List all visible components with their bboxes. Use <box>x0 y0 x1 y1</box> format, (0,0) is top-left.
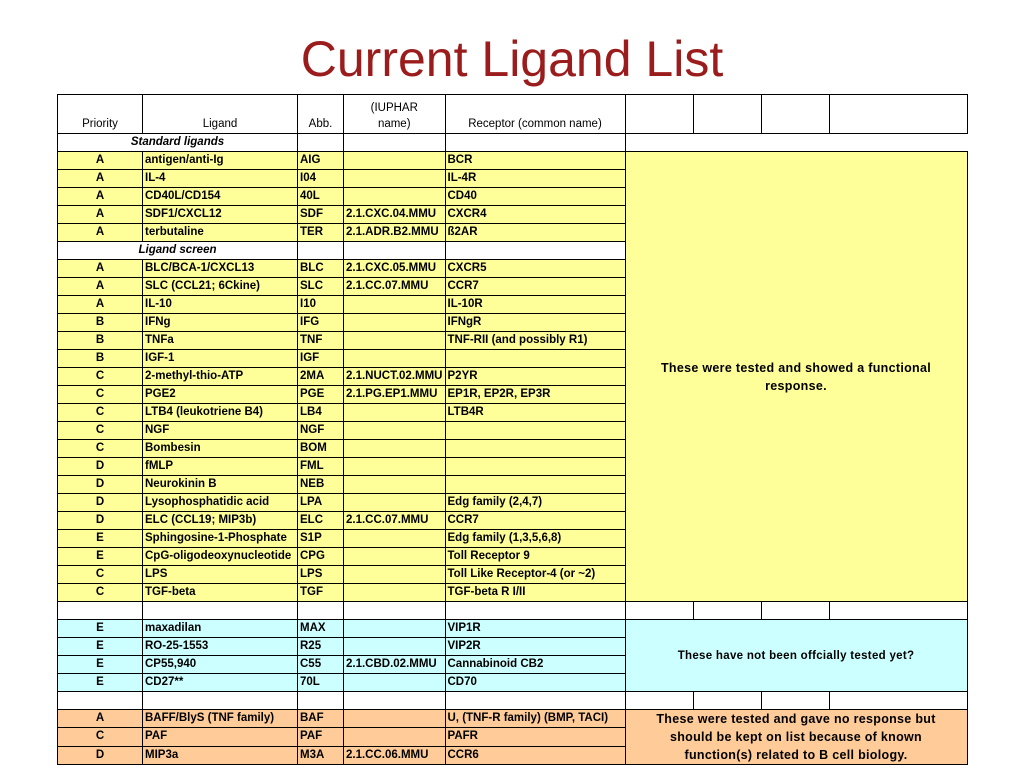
receptor-cell: CCR7 <box>445 512 625 530</box>
iuphar-cell <box>344 584 446 602</box>
receptor-cell: VIP2R <box>445 638 625 656</box>
priority-cell: C <box>58 728 143 746</box>
iuphar-cell <box>344 620 446 638</box>
ligand-cell: CP55,940 <box>143 656 298 674</box>
iuphar-cell <box>344 710 446 728</box>
abb-cell: M3A <box>298 746 344 764</box>
receptor-cell: PAFR <box>445 728 625 746</box>
blank-cell <box>344 692 446 710</box>
priority-cell: C <box>58 386 143 404</box>
priority-cell: C <box>58 422 143 440</box>
receptor-cell: LTB4R <box>445 404 625 422</box>
header-ligand: Ligand <box>143 95 298 134</box>
blank-row <box>58 602 968 620</box>
header-empty <box>693 95 761 134</box>
iuphar-cell <box>344 332 446 350</box>
abb-cell: R25 <box>298 638 344 656</box>
receptor-cell: CD40 <box>445 188 625 206</box>
receptor-cell: ß2AR <box>445 224 625 242</box>
iuphar-cell: 2.1.CC.07.MMU <box>344 278 446 296</box>
ligand-cell: CpG-oligodeoxynucleotide <box>143 548 298 566</box>
receptor-cell: Edg family (1,3,5,6,8) <box>445 530 625 548</box>
ligand-cell: SLC (CCL21; 6Ckine) <box>143 278 298 296</box>
priority-cell: E <box>58 530 143 548</box>
blank-cell <box>761 602 829 620</box>
header-empty <box>625 95 693 134</box>
iuphar-cell <box>344 458 446 476</box>
abb-cell: MAX <box>298 620 344 638</box>
priority-cell: D <box>58 512 143 530</box>
ligand-cell: PAF <box>143 728 298 746</box>
iuphar-cell <box>344 638 446 656</box>
blank-cell <box>143 602 298 620</box>
abb-cell: AIG <box>298 152 344 170</box>
abb-cell: FML <box>298 458 344 476</box>
priority-cell: B <box>58 314 143 332</box>
iuphar-cell <box>344 314 446 332</box>
priority-cell: E <box>58 620 143 638</box>
ligand-cell: RO-25-1553 <box>143 638 298 656</box>
blank-cell <box>58 602 143 620</box>
priority-cell: E <box>58 674 143 692</box>
iuphar-cell <box>344 548 446 566</box>
abb-cell: TNF <box>298 332 344 350</box>
receptor-cell: CXCR5 <box>445 260 625 278</box>
blank-cell <box>829 692 967 710</box>
section-empty-cell <box>344 134 446 152</box>
receptor-cell <box>445 422 625 440</box>
ligand-cell: CD27** <box>143 674 298 692</box>
blank-cell <box>344 602 446 620</box>
iuphar-cell <box>344 476 446 494</box>
priority-cell: D <box>58 494 143 512</box>
priority-cell: B <box>58 332 143 350</box>
priority-cell: E <box>58 656 143 674</box>
abb-cell: ELC <box>298 512 344 530</box>
priority-cell: C <box>58 368 143 386</box>
ligand-cell: IL-4 <box>143 170 298 188</box>
iuphar-cell <box>344 170 446 188</box>
ligand-cell: antigen/anti-Ig <box>143 152 298 170</box>
table-row <box>58 152 968 170</box>
ligand-cell: CD40L/CD154 <box>143 188 298 206</box>
group-note: These were tested and showed a functional response. <box>625 152 967 602</box>
abb-cell: CPG <box>298 548 344 566</box>
ligand-cell: TGF-beta <box>143 584 298 602</box>
priority-cell: A <box>58 188 143 206</box>
blank-cell <box>143 692 298 710</box>
iuphar-cell <box>344 152 446 170</box>
ligand-cell: BLC/BCA-1/CXCL13 <box>143 260 298 278</box>
ligand-cell: LTB4 (leukotriene B4) <box>143 404 298 422</box>
section-empty-cell <box>298 242 344 260</box>
iuphar-cell <box>344 296 446 314</box>
ligand-cell: Neurokinin B <box>143 476 298 494</box>
ligand-cell: TNFa <box>143 332 298 350</box>
priority-cell: B <box>58 350 143 368</box>
priority-cell: C <box>58 404 143 422</box>
ligand-cell: fMLP <box>143 458 298 476</box>
priority-cell: D <box>58 458 143 476</box>
priority-cell: C <box>58 584 143 602</box>
receptor-cell: U, (TNF-R family) (BMP, TACI) <box>445 710 625 728</box>
priority-cell: A <box>58 152 143 170</box>
abb-cell: I04 <box>298 170 344 188</box>
iuphar-cell: 2.1.CXC.05.MMU <box>344 260 446 278</box>
receptor-cell: IL-10R <box>445 296 625 314</box>
ligand-cell: Lysophosphatidic acid <box>143 494 298 512</box>
ligand-cell: Sphingosine-1-Phosphate <box>143 530 298 548</box>
abb-cell: S1P <box>298 530 344 548</box>
ligand-cell: IL-10 <box>143 296 298 314</box>
abb-cell: 70L <box>298 674 344 692</box>
receptor-cell: EP1R, EP2R, EP3R <box>445 386 625 404</box>
iuphar-cell <box>344 440 446 458</box>
priority-cell: E <box>58 638 143 656</box>
ligand-table <box>57 94 968 765</box>
receptor-cell: CCR7 <box>445 278 625 296</box>
table-row <box>58 710 968 728</box>
header-priority: Priority <box>58 95 143 134</box>
priority-cell: A <box>58 224 143 242</box>
page-title: Current Ligand List <box>300 31 724 87</box>
priority-cell: A <box>58 278 143 296</box>
abb-cell: 2MA <box>298 368 344 386</box>
iuphar-cell: 2.1.ADR.B2.MMU <box>344 224 446 242</box>
blank-cell <box>693 692 761 710</box>
blank-cell <box>298 692 344 710</box>
ligand-cell: ELC (CCL19; MIP3b) <box>143 512 298 530</box>
receptor-cell: VIP1R <box>445 620 625 638</box>
blank-cell <box>829 602 967 620</box>
ligand-cell: LPS <box>143 566 298 584</box>
receptor-cell: BCR <box>445 152 625 170</box>
blank-cell <box>445 602 625 620</box>
ligand-cell: SDF1/CXCL12 <box>143 206 298 224</box>
priority-cell: A <box>58 710 143 728</box>
receptor-cell <box>445 350 625 368</box>
section-empty-cell <box>445 242 625 260</box>
blank-cell <box>58 692 143 710</box>
receptor-cell: TNF-RII (and possibly R1) <box>445 332 625 350</box>
header-iuphar-line1: (IUPHAR <box>370 102 418 114</box>
header-receptor: Receptor (common name) <box>445 95 625 134</box>
abb-cell: 40L <box>298 188 344 206</box>
iuphar-cell <box>344 188 446 206</box>
abb-cell: LPS <box>298 566 344 584</box>
iuphar-cell <box>344 566 446 584</box>
receptor-cell: Toll Like Receptor-4 (or ~2) <box>445 566 625 584</box>
iuphar-cell: 2.1.CC.07.MMU <box>344 512 446 530</box>
iuphar-cell: 2.1.CBD.02.MMU <box>344 656 446 674</box>
priority-cell: A <box>58 296 143 314</box>
header-empty <box>761 95 829 134</box>
group-note: These have not been offcially tested yet? <box>625 620 967 692</box>
abb-cell: LB4 <box>298 404 344 422</box>
group-note: These were tested and gave no response but should be kept on list because of known function(s) related to B cell biology. <box>625 710 967 765</box>
ligand-cell: BAFF/BlyS (TNF family) <box>143 710 298 728</box>
iuphar-cell: 2.1.CC.06.MMU <box>344 746 446 764</box>
receptor-cell: CXCR4 <box>445 206 625 224</box>
receptor-cell: IFNgR <box>445 314 625 332</box>
ligand-cell: NGF <box>143 422 298 440</box>
receptor-cell: CD70 <box>445 674 625 692</box>
iuphar-cell <box>344 674 446 692</box>
priority-cell: D <box>58 746 143 764</box>
ligand-cell: 2-methyl-thio-ATP <box>143 368 298 386</box>
receptor-cell: Toll Receptor 9 <box>445 548 625 566</box>
iuphar-cell <box>344 422 446 440</box>
section-empty-cell <box>344 242 446 260</box>
section-label: Standard ligands <box>58 134 298 152</box>
table-row <box>58 620 968 638</box>
receptor-cell: TGF-beta R I/II <box>445 584 625 602</box>
blank-cell <box>625 692 693 710</box>
header-abb: Abb. <box>298 95 344 134</box>
ligand-cell: PGE2 <box>143 386 298 404</box>
abb-cell: PAF <box>298 728 344 746</box>
ligand-cell: terbutaline <box>143 224 298 242</box>
header-empty <box>829 95 967 134</box>
abb-cell: SLC <box>298 278 344 296</box>
abb-cell: NGF <box>298 422 344 440</box>
ligand-cell: Bombesin <box>143 440 298 458</box>
iuphar-cell: 2.1.NUCT.02.MMU <box>344 368 446 386</box>
iuphar-cell <box>344 350 446 368</box>
abb-cell: SDF <box>298 206 344 224</box>
header-iuphar <box>344 95 446 134</box>
blank-cell <box>761 692 829 710</box>
priority-cell: A <box>58 260 143 278</box>
section-standard-ligands <box>58 134 968 152</box>
blank-cell <box>625 602 693 620</box>
blank-cell <box>445 692 625 710</box>
ligand-cell: IFNg <box>143 314 298 332</box>
priority-cell: E <box>58 548 143 566</box>
iuphar-cell: 2.1.PG.EP1.MMU <box>344 386 446 404</box>
priority-cell: C <box>58 566 143 584</box>
abb-cell: PGE <box>298 386 344 404</box>
abb-cell: C55 <box>298 656 344 674</box>
receptor-cell: CCR6 <box>445 746 625 764</box>
abb-cell: IGF <box>298 350 344 368</box>
receptor-cell: Edg family (2,4,7) <box>445 494 625 512</box>
receptor-cell <box>445 476 625 494</box>
abb-cell: BOM <box>298 440 344 458</box>
header-row <box>58 95 968 134</box>
ligand-cell: IGF-1 <box>143 350 298 368</box>
ligand-cell: MIP3a <box>143 746 298 764</box>
abb-cell: BLC <box>298 260 344 278</box>
priority-cell: D <box>58 476 143 494</box>
abb-cell: TGF <box>298 584 344 602</box>
iuphar-cell <box>344 530 446 548</box>
receptor-cell: Cannabinoid CB2 <box>445 656 625 674</box>
priority-cell: A <box>58 206 143 224</box>
blank-cell <box>298 602 344 620</box>
iuphar-cell <box>344 404 446 422</box>
abb-cell: LPA <box>298 494 344 512</box>
iuphar-cell <box>344 494 446 512</box>
abb-cell: IFG <box>298 314 344 332</box>
blank-row <box>58 692 968 710</box>
receptor-cell <box>445 458 625 476</box>
section-label: Ligand screen <box>58 242 298 260</box>
ligand-cell: maxadilan <box>143 620 298 638</box>
receptor-cell: IL-4R <box>445 170 625 188</box>
header-iuphar-line2: name) <box>377 118 411 130</box>
abb-cell: NEB <box>298 476 344 494</box>
blank-cell <box>693 602 761 620</box>
iuphar-cell: 2.1.CXC.04.MMU <box>344 206 446 224</box>
iuphar-cell <box>344 728 446 746</box>
section-empty-cell <box>445 134 625 152</box>
abb-cell: I10 <box>298 296 344 314</box>
abb-cell: BAF <box>298 710 344 728</box>
section-empty-cell <box>298 134 344 152</box>
receptor-cell <box>445 440 625 458</box>
receptor-cell: P2YR <box>445 368 625 386</box>
abb-cell: TER <box>298 224 344 242</box>
priority-cell: A <box>58 170 143 188</box>
priority-cell: C <box>58 440 143 458</box>
